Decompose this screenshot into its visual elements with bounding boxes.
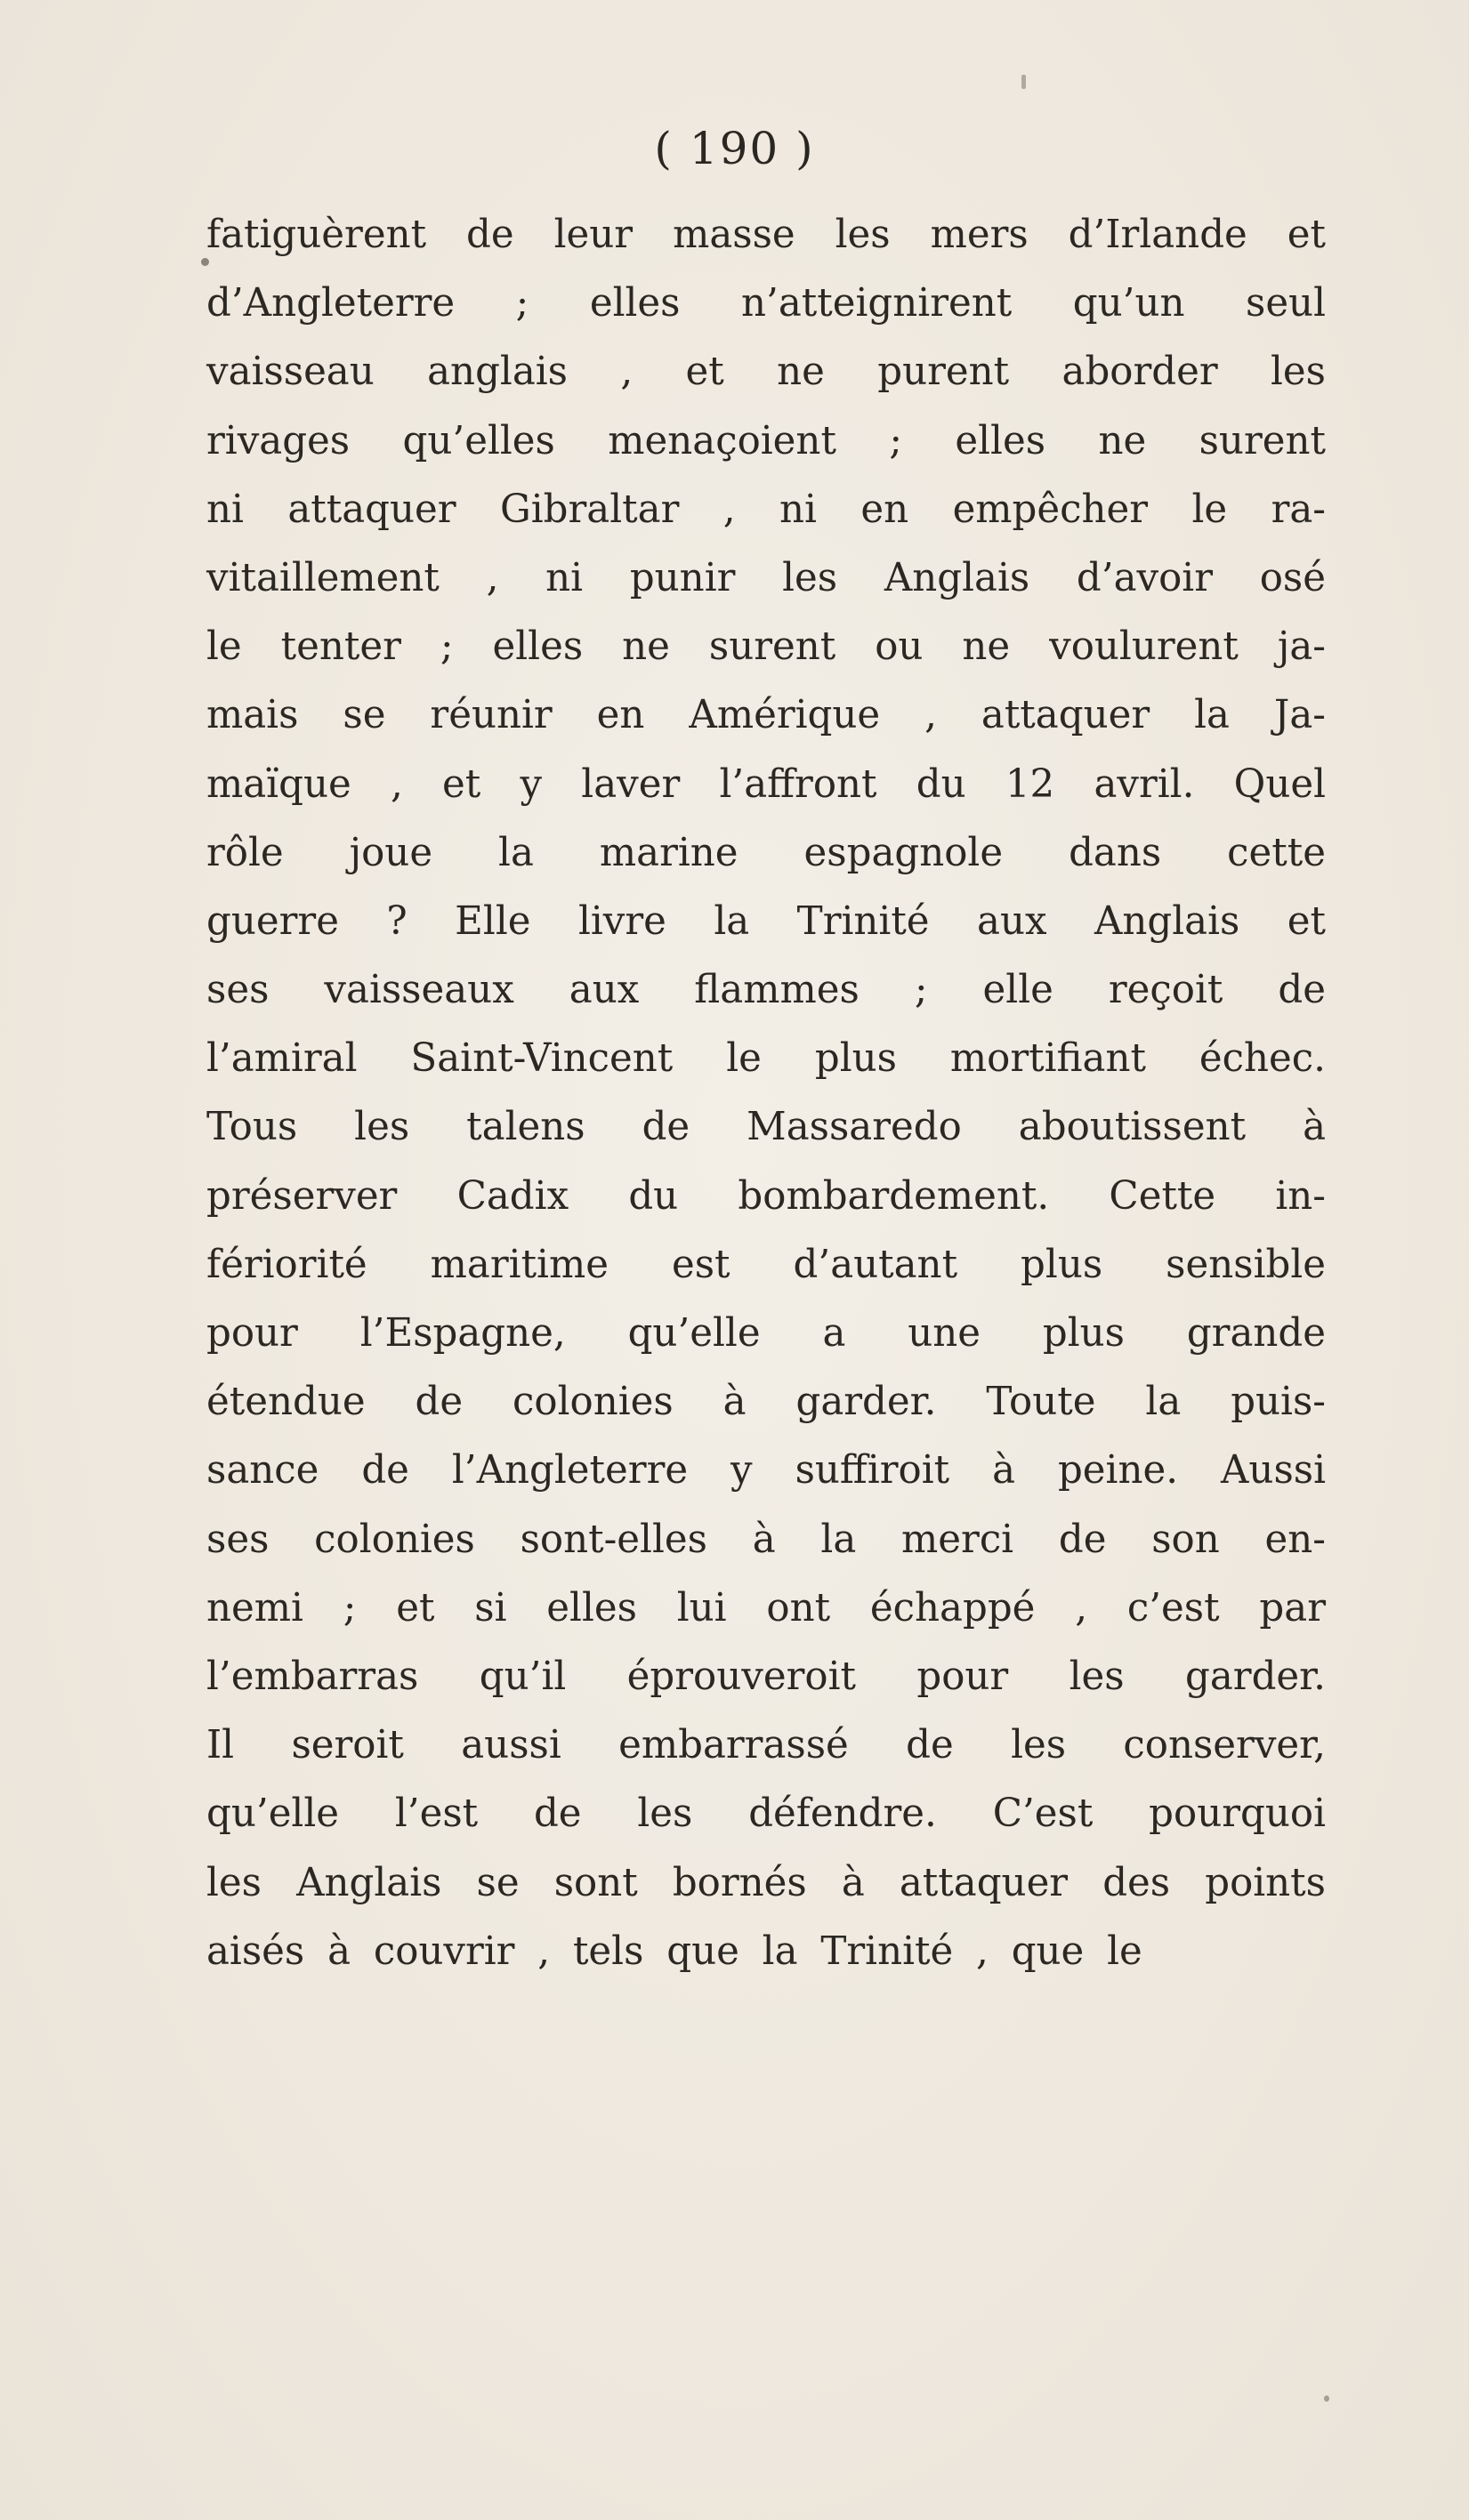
text-line: aisés à couvrir , tels que la Trinité , que le [206,1928,1142,1974]
text-line: rivages qu’elles menaçoient ; elles ne surent [206,418,1326,463]
ink-speck [1021,75,1026,89]
text-line: Il seroit aussi embarrassé de les conserver, [206,1723,1326,1768]
ink-speck [201,258,209,266]
text-line: préserver Cadix du bombardement. Cette in- [206,1173,1326,1219]
text-line: maïque , et y laver l’affront du 12 avril. Quel [206,761,1326,807]
text-line: vaisseau anglais , et ne purent aborder les [206,350,1326,395]
body-text [206,201,1326,1986]
text-line: nemi ; et si elles lui ont échappé , c’est par [206,1585,1326,1630]
page-number: ( 190 ) [654,123,815,174]
text-line: l’amiral Saint-Vincent le plus mortifiant échec. [206,1036,1326,1082]
text-line: les Anglais se sont bornés à attaquer des points [206,1860,1326,1905]
text-line: le tenter ; elles ne surent ou ne voulurent ja- [206,624,1326,670]
text-line: guerre ? Elle livre la Trinité aux Anglais et [206,898,1326,944]
text-line: rôle joue la marine espagnole dans cette [206,830,1326,875]
ink-speck [1324,2395,1329,2402]
text-line: ni attaquer Gibraltar , ni en empêcher le ra- [206,487,1326,532]
text-line: ses vaisseaux aux flammes ; elle reçoit de [206,968,1326,1013]
text-line: mais se réunir en Amérique , attaquer la Ja- [206,693,1326,738]
text-line: d’Angleterre ; elles n’atteignirent qu’un seul [206,281,1326,326]
text-line: pour l’Espagne, qu’elle a une plus grande [206,1311,1326,1356]
text-line: sance de l’Angleterre y suffiroit à peine. Aussi [206,1448,1326,1493]
text-line: fériorité maritime est d’autant plus sensible [206,1242,1326,1287]
text-line: étendue de colonies à garder. Toute la puis- [206,1380,1326,1425]
text-line: ses colonies sont-elles à la merci de son en- [206,1517,1326,1562]
text-line: Tous les talens de Massaredo aboutissent à [206,1105,1326,1150]
text-line: fatiguèrent de leur masse les mers d’Irlande et [206,213,1326,257]
text-line: qu’elle l’est de les défendre. C’est pourquoi [206,1791,1326,1837]
text-line: vitaillement , ni punir les Anglais d’avoir osé [206,555,1326,600]
text-line: l’embarras qu’il éprouveroit pour les garder. [206,1654,1326,1699]
